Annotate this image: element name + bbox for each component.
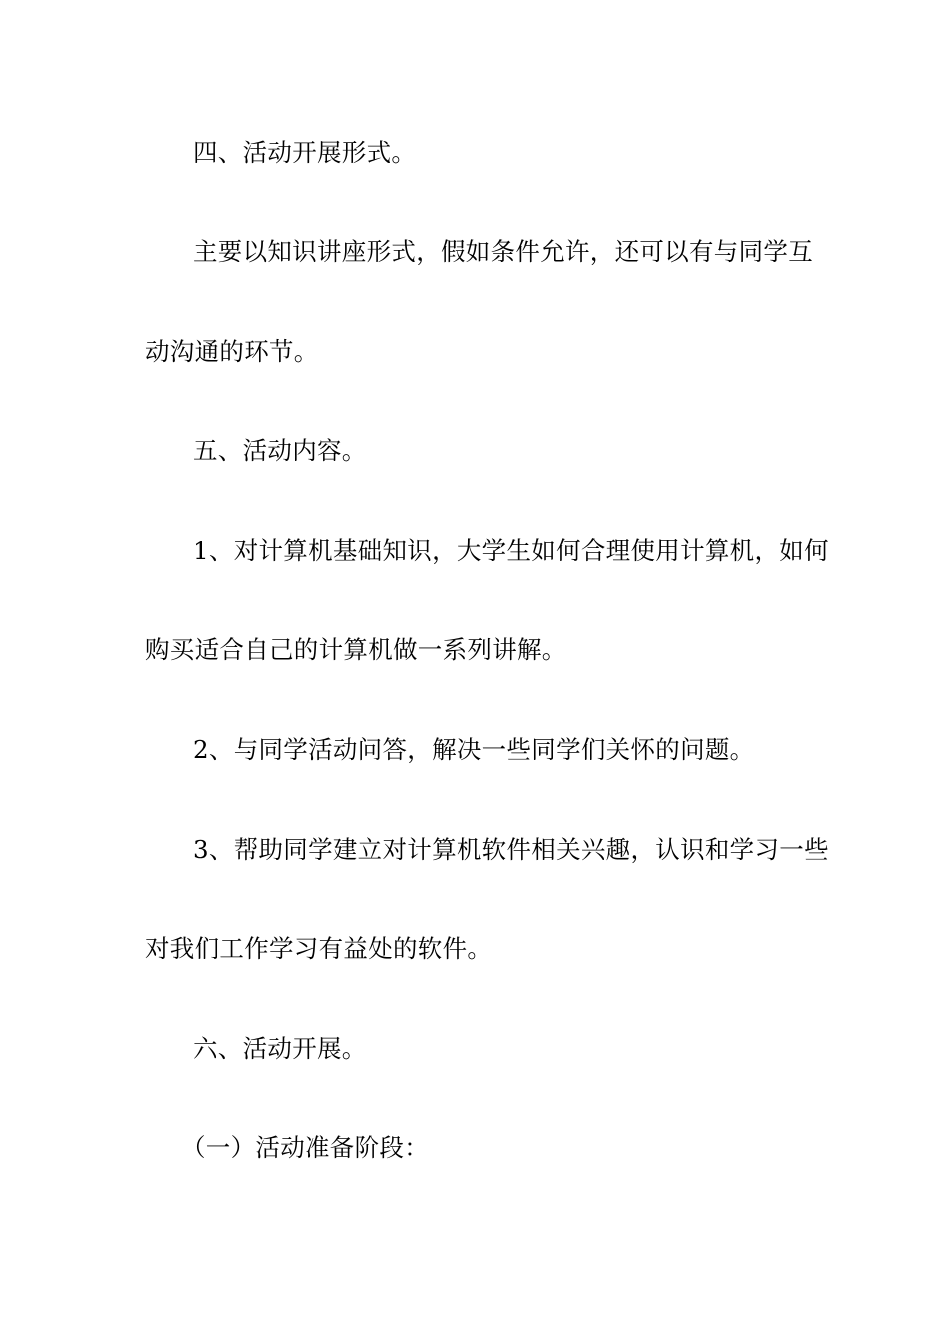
section-heading-5: 五、活动内容。: [193, 436, 367, 465]
section-heading-6: 六、活动开展。: [193, 1034, 367, 1063]
paragraph-line: 购买适合自己的计算机做一系列讲解。: [145, 635, 567, 664]
paragraph-line: 动沟通的环节。: [145, 337, 319, 366]
list-item-2: 2、与同学活动问答，解决一些同学们关怀的问题。: [193, 735, 755, 764]
list-item-1: 1、对计算机基础知识，大学生如何合理使用计算机，如何: [193, 536, 829, 565]
section-heading-4: 四、活动开展形式。: [193, 138, 417, 167]
paragraph-line: 对我们工作学习有益处的软件。: [145, 934, 493, 963]
paragraph-line: 主要以知识讲座形式，假如条件允许，还可以有与同学互: [193, 237, 813, 266]
list-item-3: 3、帮助同学建立对计算机软件相关兴趣，认识和学习一些: [193, 835, 829, 864]
subsection-heading: （一）活动准备阶段：: [181, 1133, 429, 1162]
